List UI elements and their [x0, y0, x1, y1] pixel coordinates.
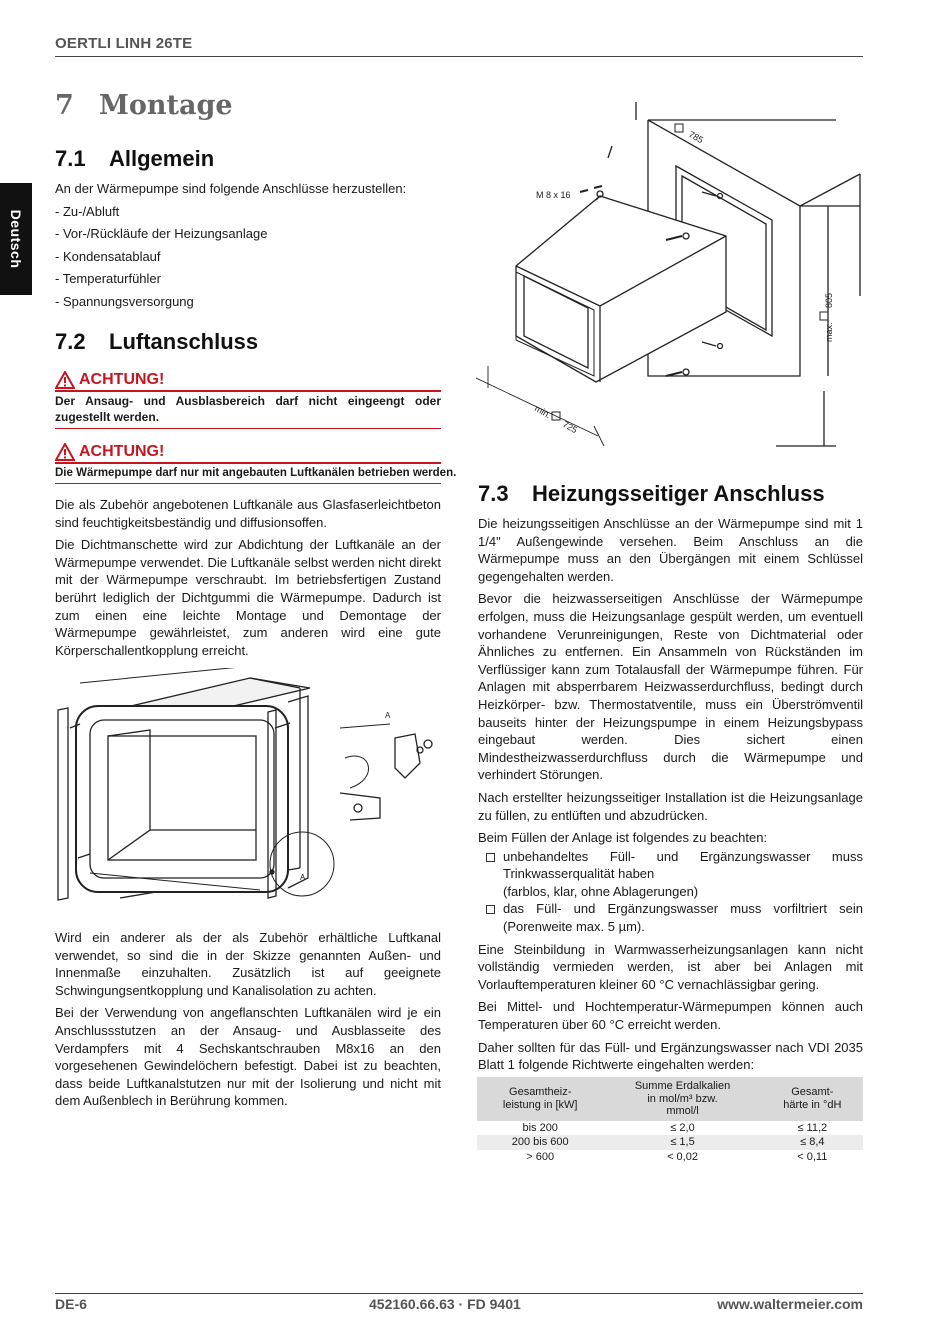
section-title: Heizungsseitiger Anschluss	[532, 481, 825, 506]
chapter-heading	[55, 90, 233, 121]
language-side-tab-label: Deutsch	[8, 209, 24, 269]
paragraph: Die als Zubehör angebotenen Luftkanäle aus Glasfaserleichtbeton sind feuchtigkeitsbeständig und diffusionsoffen.	[55, 497, 441, 530]
table-row	[477, 1121, 863, 1136]
table-cell: < 0,11	[797, 1150, 828, 1163]
air-duct-text-2	[55, 929, 441, 1115]
bullet-text: (farblos, klar, ohne Ablagerungen)	[503, 883, 699, 899]
section-number: 7.3	[478, 481, 509, 506]
table-cell: ≤ 8,4	[762, 1135, 863, 1150]
list-item: - Zu-/Abluft	[55, 203, 120, 219]
bullet-item	[478, 900, 863, 935]
warning-title	[55, 371, 441, 389]
warning-text: Der Ansaug- und Ausblasbereich darf nicht eingeengt oder zugestellt werden.	[55, 394, 441, 424]
warning-text: Die Wärmepumpe darf nur mit angebauten Luftkanälen betrieben werden.	[55, 467, 457, 479]
list-item: - Vor-/Rückläufe der Heizungsanlage	[55, 226, 268, 241]
bullet-text: unbehandeltes Füll- und Ergänzungswasser muss Trinkwasserqualität haben	[503, 848, 863, 882]
connection-list	[55, 178, 445, 313]
header-rule	[55, 56, 863, 57]
section-heading-7-3	[478, 481, 825, 507]
warning-triangle-icon	[55, 443, 75, 461]
warning-title-text: ACHTUNG!	[79, 443, 165, 460]
figure-label-a: A	[300, 873, 306, 882]
language-side-tab	[0, 183, 32, 295]
list-intro: An der Wärmepumpe sind folgende Anschlüsse herzustellen:	[55, 181, 407, 196]
dimension-725: 725	[561, 419, 580, 436]
paragraph: Bei Mittel- und Hochtemperatur-Wärmepumpen können auch Temperaturen über 60 °C erreicht werden.	[478, 999, 863, 1033]
dimension-805: 805	[824, 292, 834, 308]
air-duct-text	[55, 496, 441, 664]
gasket-figure	[50, 668, 450, 930]
paragraph: Daher sollten für das Füll- und Ergänzungswasser nach VDI 2035 Blatt 1 folgende Richtwerte eingehalten werden:	[478, 1039, 863, 1073]
air-duct-dimension-figure	[476, 96, 866, 468]
paragraph: Die heizungsseitigen Anschlüsse an der Wärmepumpe sind mit 1 1/4" Außengewinde versehen. Beim Anschluss an die Wärmepumpe muss an den Übergängen mit einem Schlüssel gegengehalten werden.	[478, 516, 863, 584]
warning-bar	[55, 390, 441, 392]
chapter-number: 7	[55, 90, 74, 121]
warning-box-2	[55, 443, 457, 482]
list-item: - Kondensatablauf	[55, 248, 161, 264]
warning-2-bottom-rule	[55, 483, 441, 484]
paragraph: Bei der Verwendung von angeflanschten Luftkanälen wird je ein Anschlussstutzen an der Ansaug- und Ausblasseite des Verdampfers mit 4 Sechskantschrauben M8x16 an den vorgesehenen Gewindelöchern befestigt. Dabei ist zu beachten, dass beide Luftkanalstutzen nur mit der Isolierung und nicht mit dem Außenblech in Berührung kommen.	[55, 1005, 441, 1109]
dimension-785: 785	[687, 129, 706, 146]
section-title: Luftanschluss	[109, 329, 259, 354]
document-header-title: OERTLI LINH 26TE	[55, 35, 193, 52]
chapter-title: Montage	[99, 90, 233, 121]
table-cell: > 600	[526, 1150, 555, 1163]
list-item: - Temperaturfühler	[55, 271, 161, 286]
footer-document-number: 452160.66.63 · FD 9401	[369, 1296, 521, 1312]
footer-url: www.waltermeier.com	[717, 1296, 863, 1312]
table-header: Summe Erdalkalien in mol/m³ bzw. mmol/l	[603, 1077, 761, 1121]
table-cell: bis 200	[522, 1121, 558, 1134]
section-title: Allgemein	[109, 146, 215, 171]
heating-connection-text	[478, 515, 863, 1079]
section-number: 7.2	[55, 329, 86, 354]
section-heading-7-2	[55, 329, 258, 355]
table-header-row	[477, 1077, 863, 1121]
warning-title	[55, 443, 441, 461]
warning-triangle-icon	[55, 371, 75, 389]
paragraph: Beim Füllen der Anlage ist folgendes zu beachten:	[478, 830, 768, 846]
section-heading-7-1	[55, 146, 214, 172]
list-item: - Spannungsversorgung	[55, 293, 194, 309]
bullet-item	[478, 848, 863, 901]
figure-label-a: A	[385, 711, 391, 720]
max-label: max.	[824, 322, 834, 342]
water-guideline-table-wrap	[477, 1077, 863, 1164]
paragraph: Nach erstellter heizungsseitiger Installation ist die Heizungsanlage zu füllen, zu entlüften und abzudrücken.	[478, 789, 863, 823]
table-row	[477, 1135, 863, 1150]
footer-rule	[55, 1293, 863, 1294]
min-label: min.	[533, 403, 553, 421]
bullet-text: das Füll- und Ergänzungswasser muss vorfiltriert sein (Porenweite max. 5 µm).	[503, 901, 863, 935]
paragraph: Wird ein anderer als der als Zubehör erhältliche Luftkanal verwendet, so sind die in der Skizze genannten Außen- und Innenmaße einzuhalten. Zusätzlich ist auf geeignete Schwingungsentkopplung und Kanalisolation zu achten.	[55, 930, 441, 998]
paragraph: Bevor die heizwasserseitigen Anschlüsse der Wärmepumpe erfolgen, muss die Heizungsanlage gespült werden, um eventuell vorhandene Verunreinigungen, Reste von Dichtmaterial oder Ähnliches zu entfernen. Ein Ansammeln von Rückständen im Verflüssiger kann zum Totalausfall der Wärmepumpe führen. Für Anlagen mit absperrbarem Heizwasserdurchfluss, bedingt durch Heizkörper- bzw. Thermostatventile, muss ein Überströmventil bauseits hinter der Heizungspumpe in einem Heizungsbypass eingebaut werden. Dies sichert einen Mindestheizwasserdurchfluss durch die Wärmepumpe und verhindert Störungen.	[478, 591, 863, 783]
table-cell: 200 bis 600	[477, 1135, 603, 1150]
paragraph: Die Dichtmanschette wird zur Abdichtung der Luftkanäle an der Wärmepumpe verwendet. Die Luftkanäle selbst werden nicht direkt mit der Wärmepumpe verschraubt. Im betriebsfertigen Zustand berührt lediglich der Dichtgummi die Wärmepumpe. Dadurch ist zum einen eine leichte Montage und Demontage der Wärmepumpe gewährleistet, zum anderen wird eine gute Körperschallentkopplung erreicht.	[55, 537, 441, 658]
footer-page-number: DE-6	[55, 1296, 87, 1312]
table-header: Gesamt- härte in °dH	[762, 1077, 863, 1121]
table-cell: ≤ 11,2	[797, 1121, 828, 1134]
table-cell: ≤ 1,5	[603, 1135, 761, 1150]
table-cell: ≤ 2,0	[670, 1121, 695, 1134]
table-row	[477, 1150, 863, 1165]
warning-bar	[55, 462, 441, 464]
warning-1-bottom-rule	[55, 428, 441, 429]
warning-title-text: ACHTUNG!	[79, 371, 165, 388]
section-number: 7.1	[55, 146, 86, 171]
table-cell: < 0,02	[667, 1150, 698, 1163]
water-guideline-table	[477, 1077, 863, 1164]
paragraph: Eine Steinbildung in Warmwasserheizungsanlagen kann nicht vollständig vermieden werden, ist aber bei Anlagen mit Vorlauftemperaturen kleiner 60 °C vernachlässigbar gering.	[478, 941, 863, 992]
table-header: Gesamtheiz- leistung in [kW]	[477, 1077, 603, 1121]
warning-box-1	[55, 371, 441, 425]
screw-label: M 8 x 16	[536, 190, 571, 200]
